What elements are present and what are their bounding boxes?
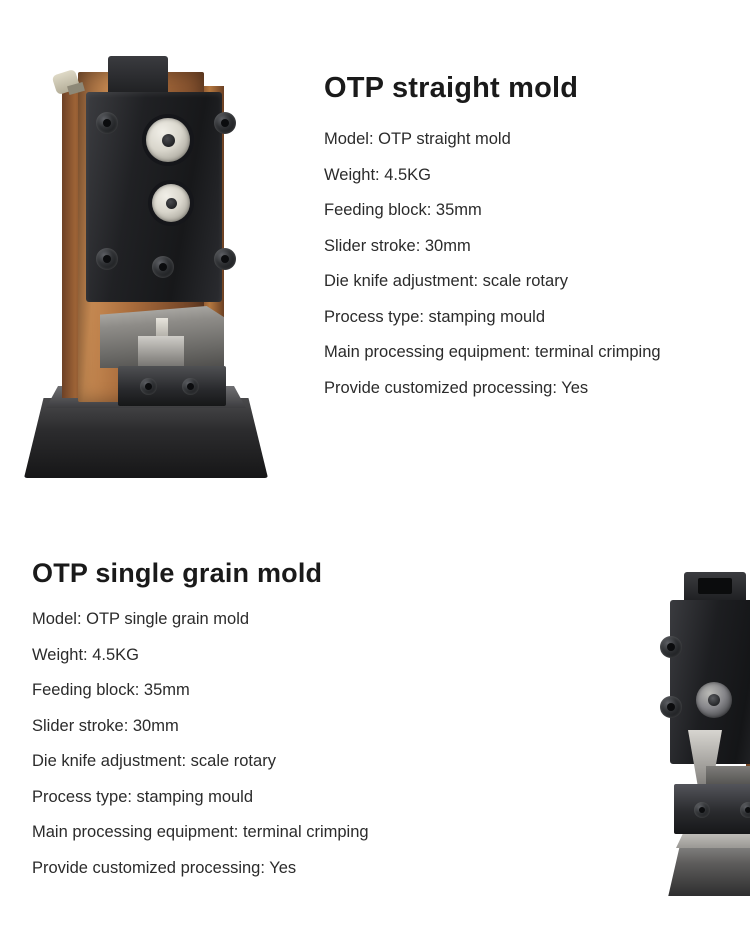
product-text-straight-mold bbox=[310, 0, 750, 415]
upper-block-slot bbox=[698, 578, 732, 594]
socket-screw bbox=[214, 112, 236, 134]
socket-screw bbox=[96, 248, 118, 270]
spec-item: Main processing equipment: terminal crimping bbox=[32, 823, 369, 842]
spec-list-single-grain-mold bbox=[32, 611, 460, 876]
socket-screw bbox=[140, 378, 157, 395]
spec-list-straight-mold bbox=[310, 131, 750, 396]
adjustment-knob bbox=[660, 696, 682, 718]
socket-screw bbox=[182, 378, 199, 395]
spec-item: Provide customized processing: Yes bbox=[32, 858, 297, 877]
adjustment-knob bbox=[660, 636, 682, 658]
socket-screw bbox=[96, 112, 118, 134]
scale-dial-hub bbox=[708, 694, 720, 706]
lower-mount-block bbox=[118, 366, 226, 406]
base-plate bbox=[664, 840, 750, 896]
lower-mount-block bbox=[674, 784, 750, 834]
socket-screw bbox=[694, 802, 710, 818]
spec-item: Model: OTP single grain mold bbox=[32, 610, 250, 629]
spec-item: Process type: stamping mould bbox=[324, 307, 546, 326]
product-image-single-grain-mold bbox=[460, 520, 750, 931]
spec-item: Weight: 4.5KG bbox=[32, 645, 140, 664]
scale-dial-upper-hub bbox=[162, 134, 175, 147]
product-text-single-grain-mold bbox=[0, 520, 460, 895]
single-grain-mold-illustration bbox=[460, 520, 750, 931]
spec-item: Process type: stamping mould bbox=[32, 787, 254, 806]
product-image-straight-mold bbox=[0, 0, 310, 520]
spec-item: Provide customized processing: Yes bbox=[324, 378, 589, 397]
socket-screw bbox=[740, 802, 750, 818]
spec-item: Feeding block: 35mm bbox=[32, 681, 190, 700]
spec-item: Slider stroke: 30mm bbox=[32, 716, 179, 735]
spec-item: Feeding block: 35mm bbox=[324, 201, 482, 220]
base-plate bbox=[24, 398, 268, 478]
socket-screw bbox=[214, 248, 236, 270]
spec-item: Model: OTP straight mold bbox=[324, 130, 511, 149]
spec-item: Main processing equipment: terminal crimping bbox=[324, 343, 661, 362]
page-title: OTP single grain mold bbox=[32, 558, 323, 588]
spec-item: Slider stroke: 30mm bbox=[324, 236, 471, 255]
spec-item: Weight: 4.5KG bbox=[324, 165, 432, 184]
spec-item: Die knife adjustment: scale rotary bbox=[32, 752, 276, 771]
scale-dial-lower-hub bbox=[166, 198, 177, 209]
spec-item: Die knife adjustment: scale rotary bbox=[324, 272, 568, 291]
page-title: OTP straight mold bbox=[324, 72, 579, 104]
product-section-single-grain-mold bbox=[0, 520, 750, 931]
socket-screw bbox=[152, 256, 174, 278]
straight-mold-illustration bbox=[0, 0, 310, 520]
